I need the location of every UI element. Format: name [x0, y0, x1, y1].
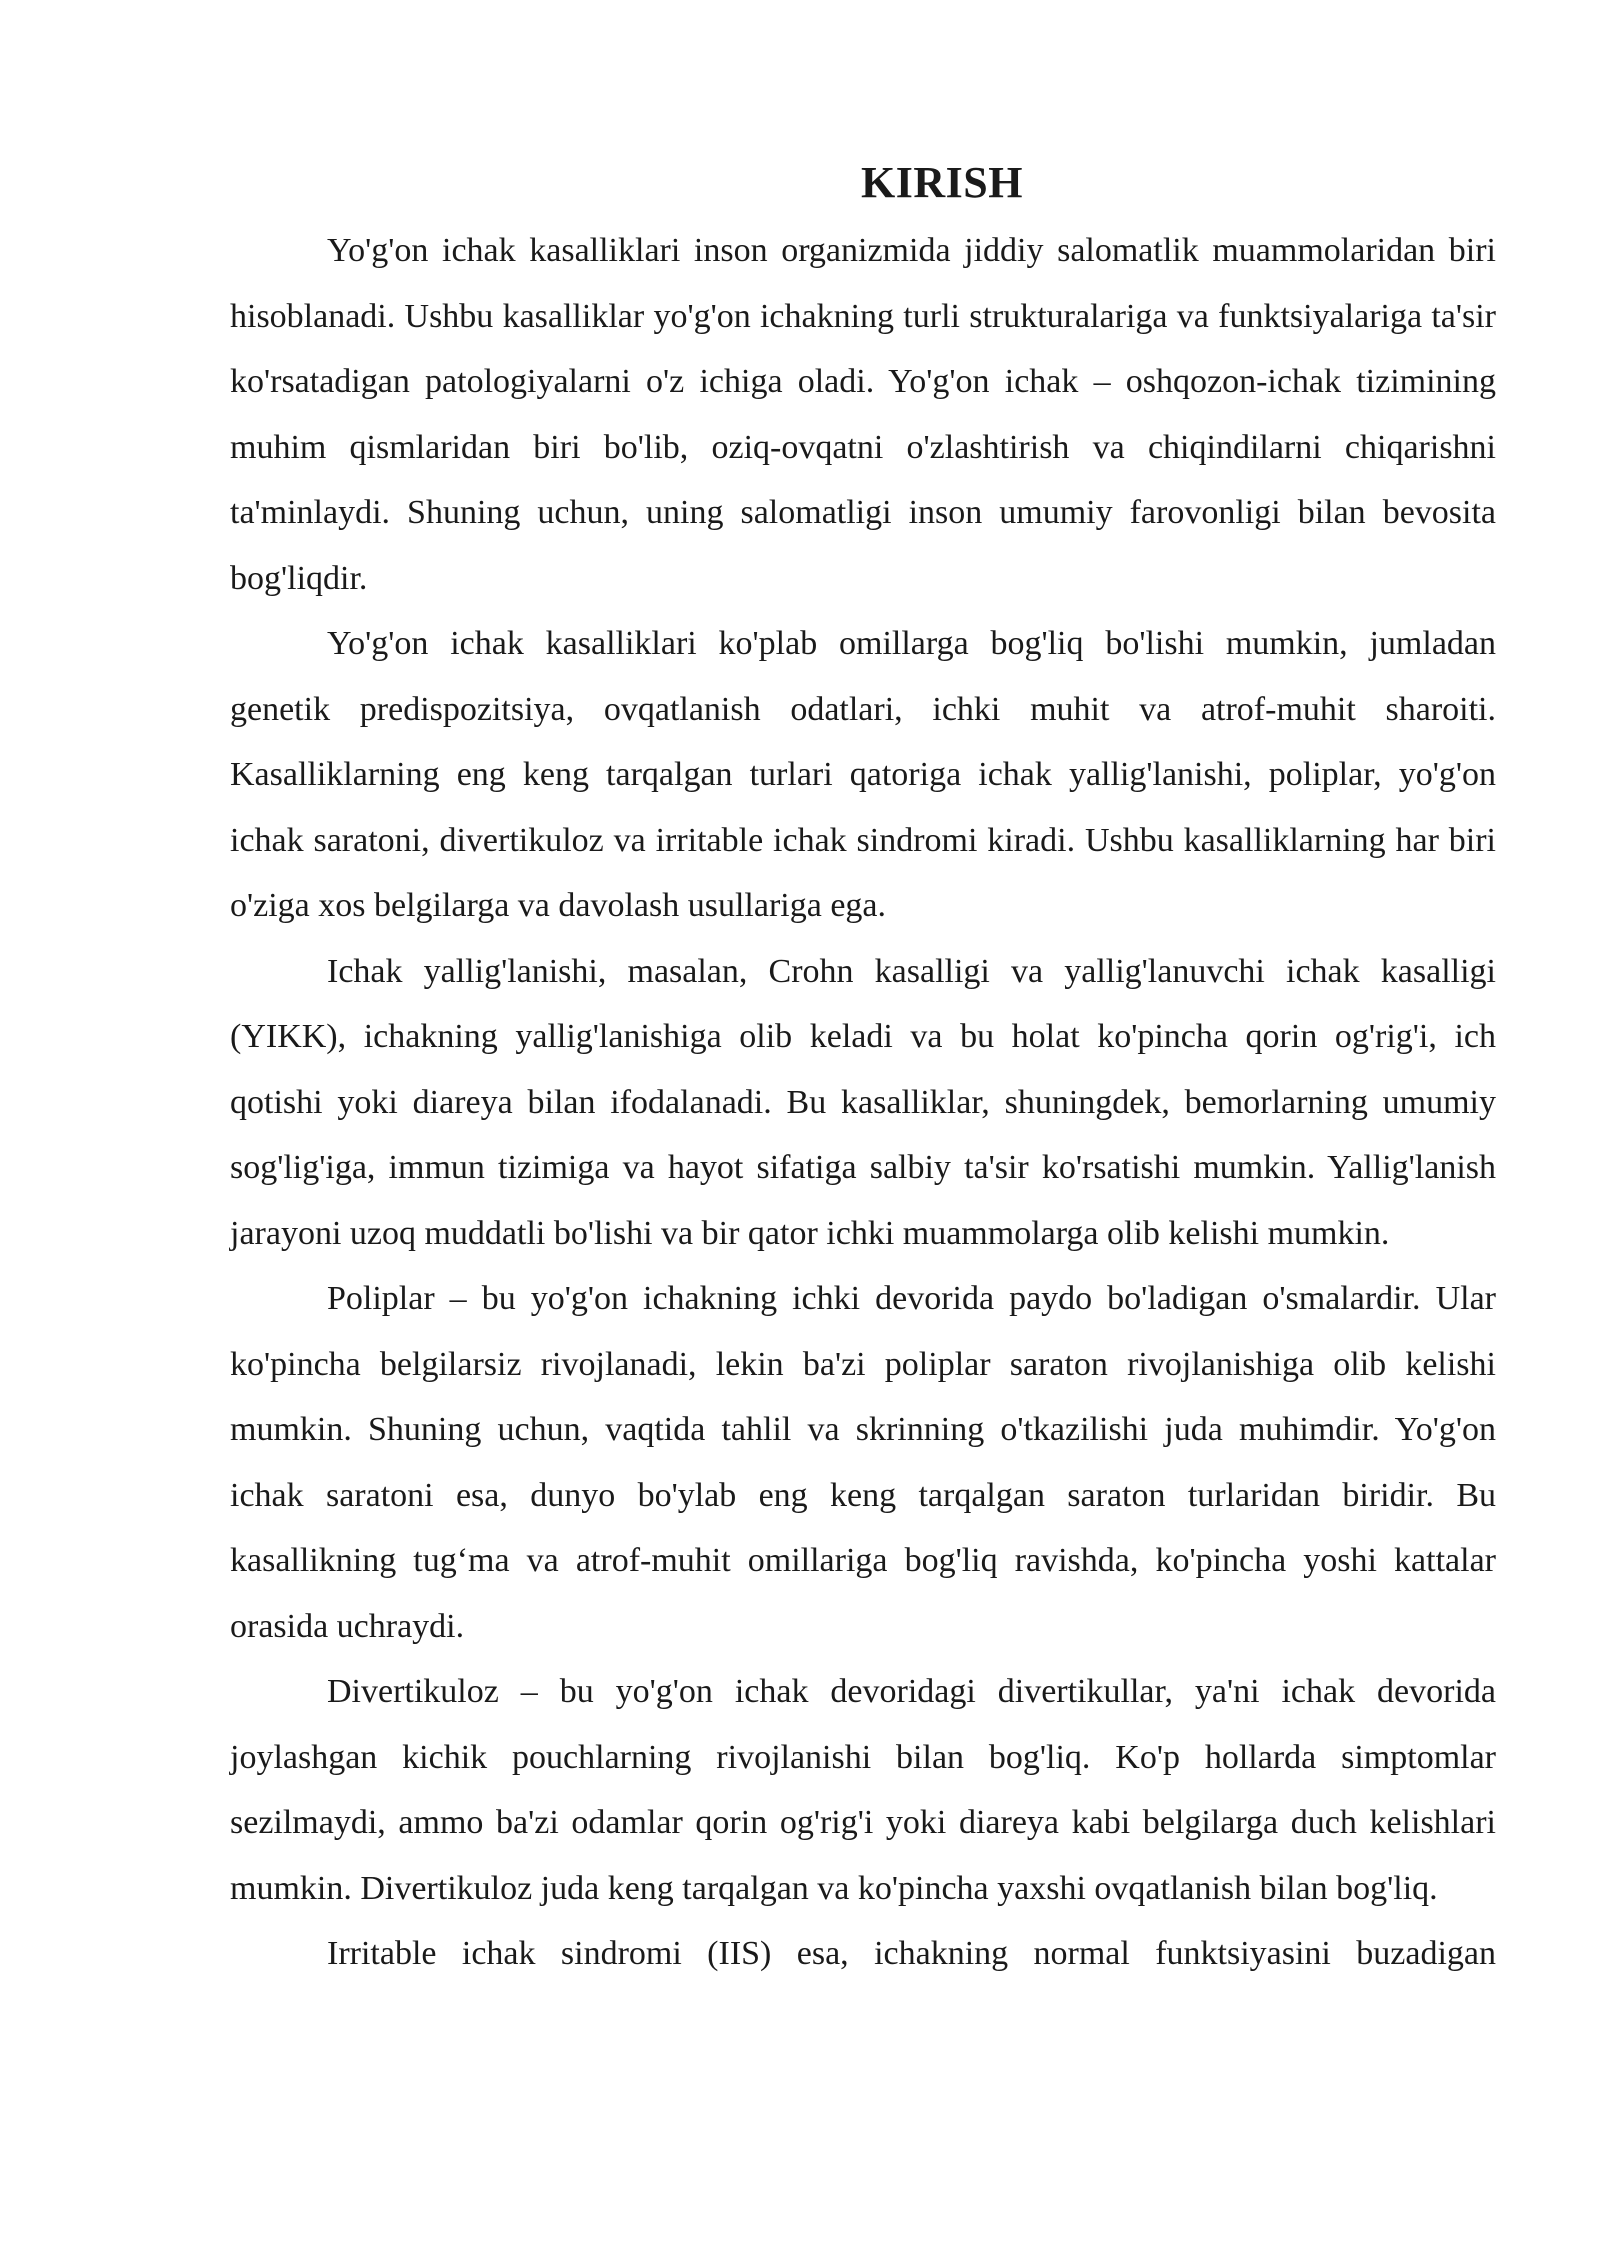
document-page — [230, 148, 1496, 1987]
paragraph-polyps: Poliplar – bu yo'g'on ichakning ichki devorida paydo bo'ladigan o'smalardir. Ular ko'pincha belgilarsiz rivojlanadi, lekin ba'zi poliplar saraton rivojlanishiga olib kelishi mumkin. Shuning uchun, vaqtida tahlil va skrinning o'tkazilishi juda muhimdir. Yo'g'on ichak saratoni esa, dunyo bo'ylab eng keng tarqalgan saraton turlaridan biridir. Bu kasallikning tug‘ma va atrof-muhit omillariga bog'liq ravishda, ko'pincha yoshi kattalar orasida uchraydi. — [230, 1280, 1496, 1645]
paragraph-inflammation: Ichak yallig'lanishi, masalan, Crohn kasalligi va yallig'lanuvchi ichak kasalligi (YIKK), ichakning yallig'lanishiga olib keladi va bu holat ko'pincha qorin og'rig'i, ich qotishi yoki diareya bilan ifodalanadi. Bu kasalliklar, shuningdek, bemorlarning umumiy sog'lig'iga, immun tizimiga va hayot sifatiga salbiy ta'sir ko'rsatishi mumkin. Yallig'lanish jarayoni uzoq muddatli bo'lishi va bir qator ichki muammolarga olib kelishi mumkin. — [230, 952, 1496, 1252]
paragraph-diverticulosis: Divertikuloz – bu yo'g'on ichak devoridagi divertikullar, ya'ni ichak devorida joylashgan kichik pouchlarning rivojlanishi bilan bog'liq. Ko'p hollarda simptomlar sezilmaydi, ammo ba'zi odamlar qorin og'rig'i yoki diareya kabi belgilarga duch kelishlari mumkin. Divertikuloz juda keng tarqalgan va ko'pincha yaxshi ovqatlanish bilan bog'liq. — [230, 1673, 1496, 1907]
page-title: KIRISH — [861, 158, 1023, 207]
paragraph-causes: Yo'g'on ichak kasalliklari ko'plab omillarga bog'liq bo'lishi mumkin, jumladan genetik predispozitsiya, ovqatlanish odatlari, ichki muhit va atrof-muhit sharoiti. Kasalliklarning eng keng tarqalgan turlari qatoriga ichak yallig'lanishi, poliplar, yo'g'on ichak saratoni, divertikuloz va irritable ichak sindromi kiradi. Ushbu kasalliklarning har biri o'ziga xos belgilarga va davolash usullariga ega. — [230, 625, 1496, 924]
paragraph-ibs: Irritable ichak sindromi (IIS) esa, ichakning normal funktsiyasini buzadigan — [327, 1935, 1496, 1972]
paragraph-intro: Yo'g'on ichak kasalliklari inson organizmida jiddiy salomatlik muammolaridan biri hisoblanadi. Ushbu kasalliklar yo'g'on ichakning turli strukturalariga va funktsiyalariga ta'sir ko'rsatadigan patologiyalarni o'z ichiga oladi. Yo'g'on ichak – oshqozon-ichak tizimining muhim qismlaridan biri bo'lib, oziq-ovqatni o'zlashtirish va chiqindilarni chiqarishni ta'minlaydi. Shuning uchun, uning salomatligi inson umumiy farovonligi bilan bevosita bog'liqdir. — [230, 232, 1496, 597]
